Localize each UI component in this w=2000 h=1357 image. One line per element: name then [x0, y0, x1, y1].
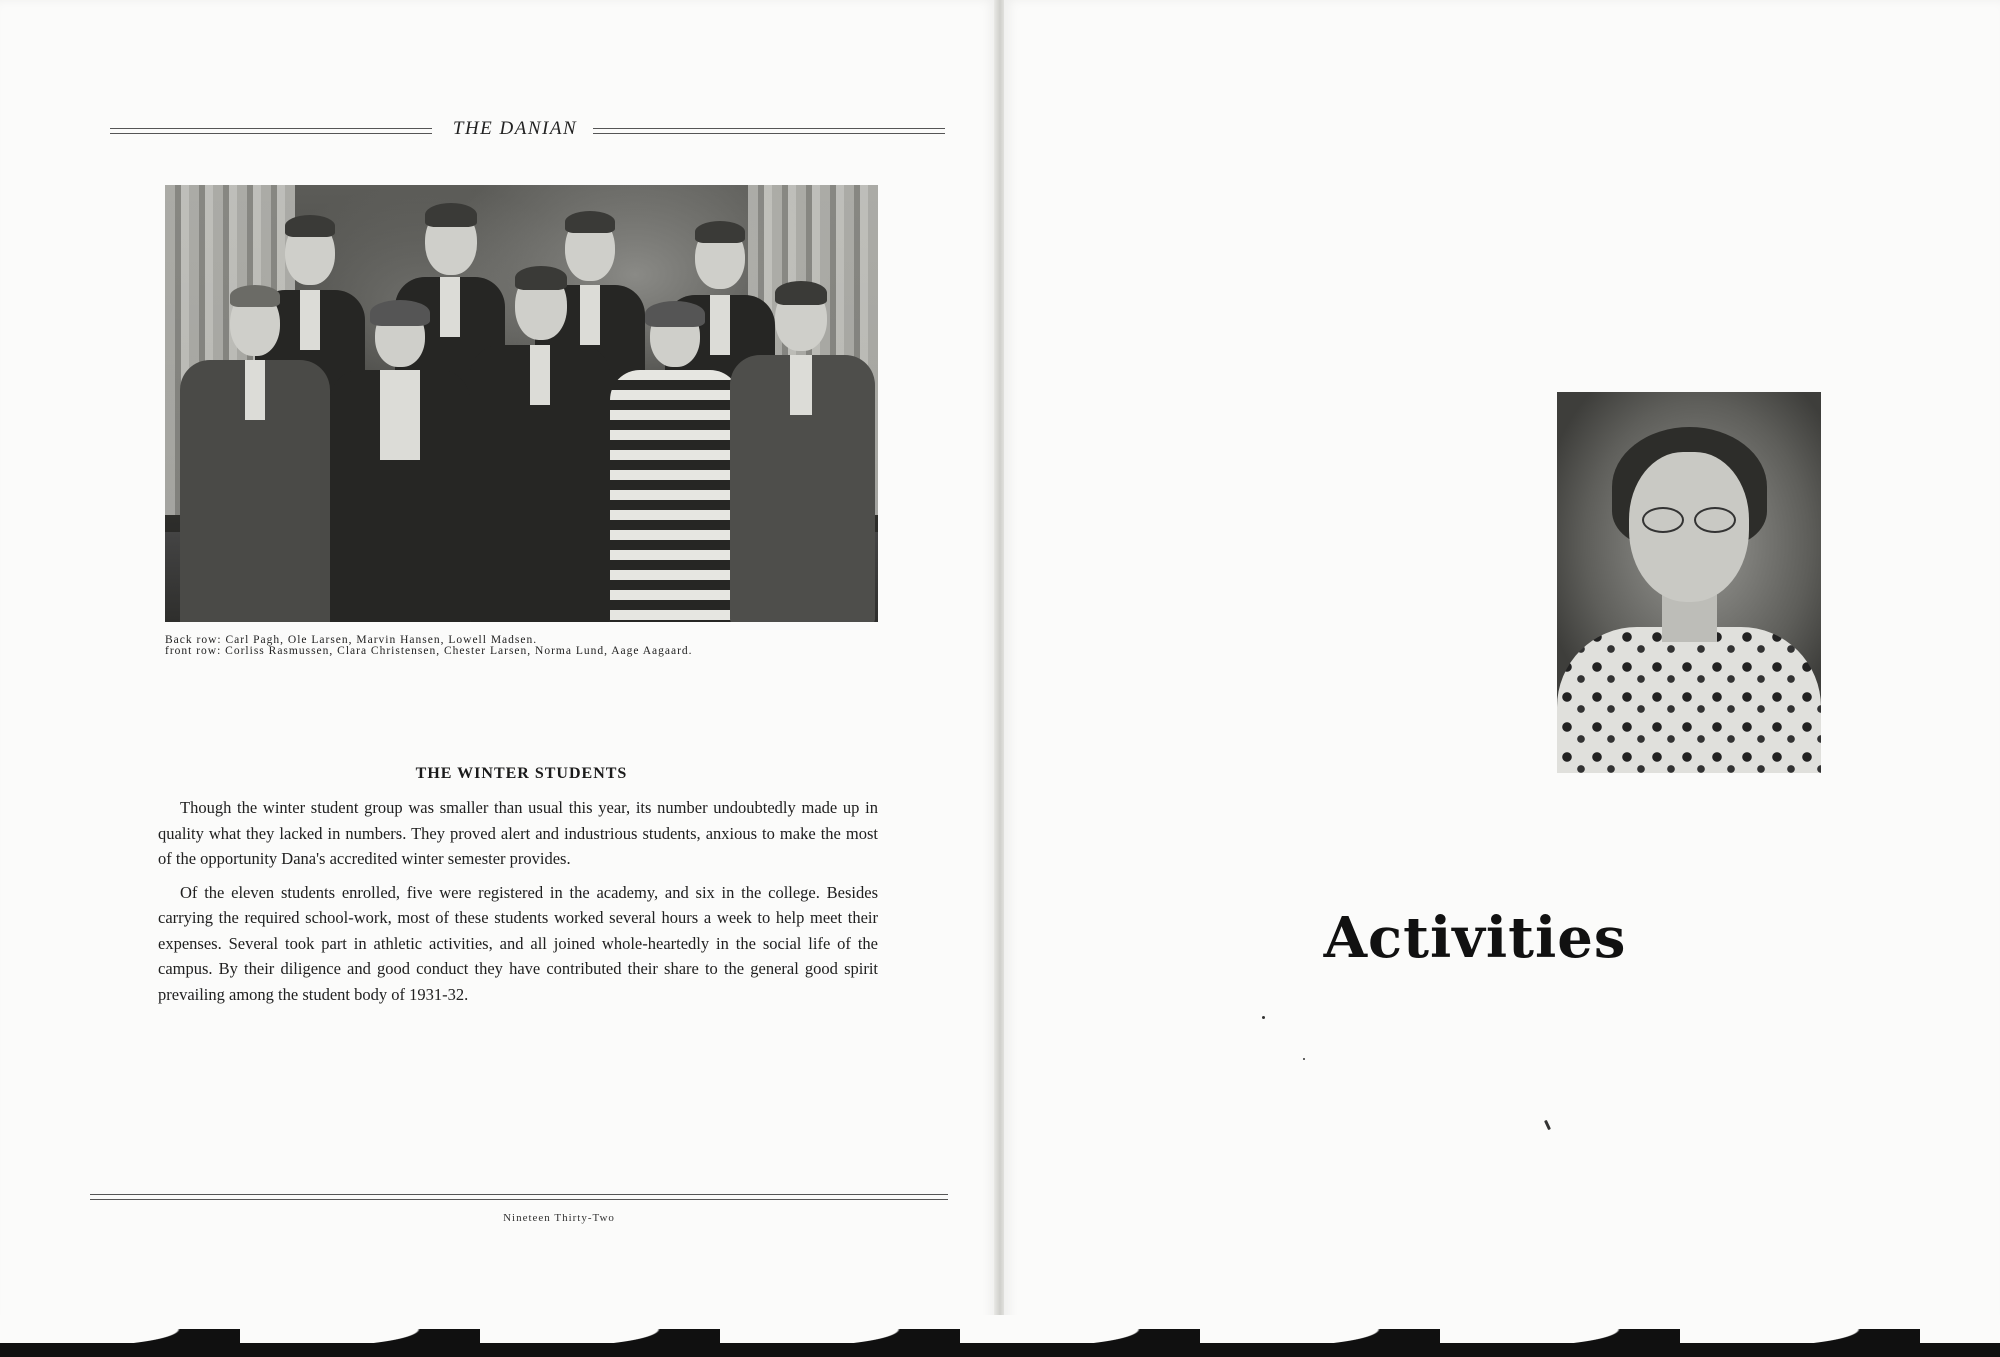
person-front-2: [330, 300, 470, 622]
page-bottom-edge: [0, 1329, 2000, 1357]
print-speck: [1262, 1016, 1265, 1019]
person-front-1: [180, 285, 330, 622]
article-body: [158, 795, 878, 1015]
glasses-icon: [1642, 507, 1736, 531]
footer-rule: [90, 1194, 948, 1200]
section-heading-activities: Activities: [1323, 905, 1627, 971]
portrait-dress: [1557, 627, 1821, 773]
person-front-3: [470, 270, 610, 622]
portrait-photo: [1557, 392, 1821, 773]
footer-text: Nineteen Thirty-Two: [503, 1212, 615, 1224]
group-photo: [165, 185, 878, 622]
header-title: THE DANIAN: [452, 118, 578, 139]
caption-back-row: Back row: Carl Pagh, Ole Larsen, Marvin Hansen, Lowell Madsen.: [165, 634, 538, 646]
running-header: [110, 118, 945, 142]
article-title: THE WINTER STUDENTS: [415, 765, 628, 782]
article-paragraph: Though the winter student group was smaller than usual this year, its number undoubtedly made up in quality what they lacked in numbers. They proved alert and industrious students, anxious to make the most of the opportunity Dana's accredited winter semester provides.: [158, 798, 878, 868]
page-footer: [90, 1194, 948, 1224]
caption-front-row: front row: Corliss Rasmussen, Clara Christensen, Chester Larsen, Norma Lund, Aage Aagaard.: [165, 645, 693, 657]
photo-caption: [165, 635, 878, 657]
header-rule-right: [593, 128, 945, 134]
left-page: [0, 0, 996, 1357]
header-rule-left: [110, 128, 432, 134]
person-front-4: [610, 305, 740, 622]
person-front-5: [730, 285, 875, 622]
print-speck: [1303, 1058, 1305, 1060]
article-paragraph: Of the eleven students enrolled, five were registered in the academy, and six in the college. Besides carrying the required school-work, most of these students worked several hours a week to help meet their expenses. Several took part in athletic activities, and all joined whole-heartedly in the social life of the campus. By their diligence and good conduct they have contributed their share to the general good spirit prevailing among the student body of 1931-32.: [158, 882, 878, 1004]
right-page: [1004, 0, 2000, 1357]
